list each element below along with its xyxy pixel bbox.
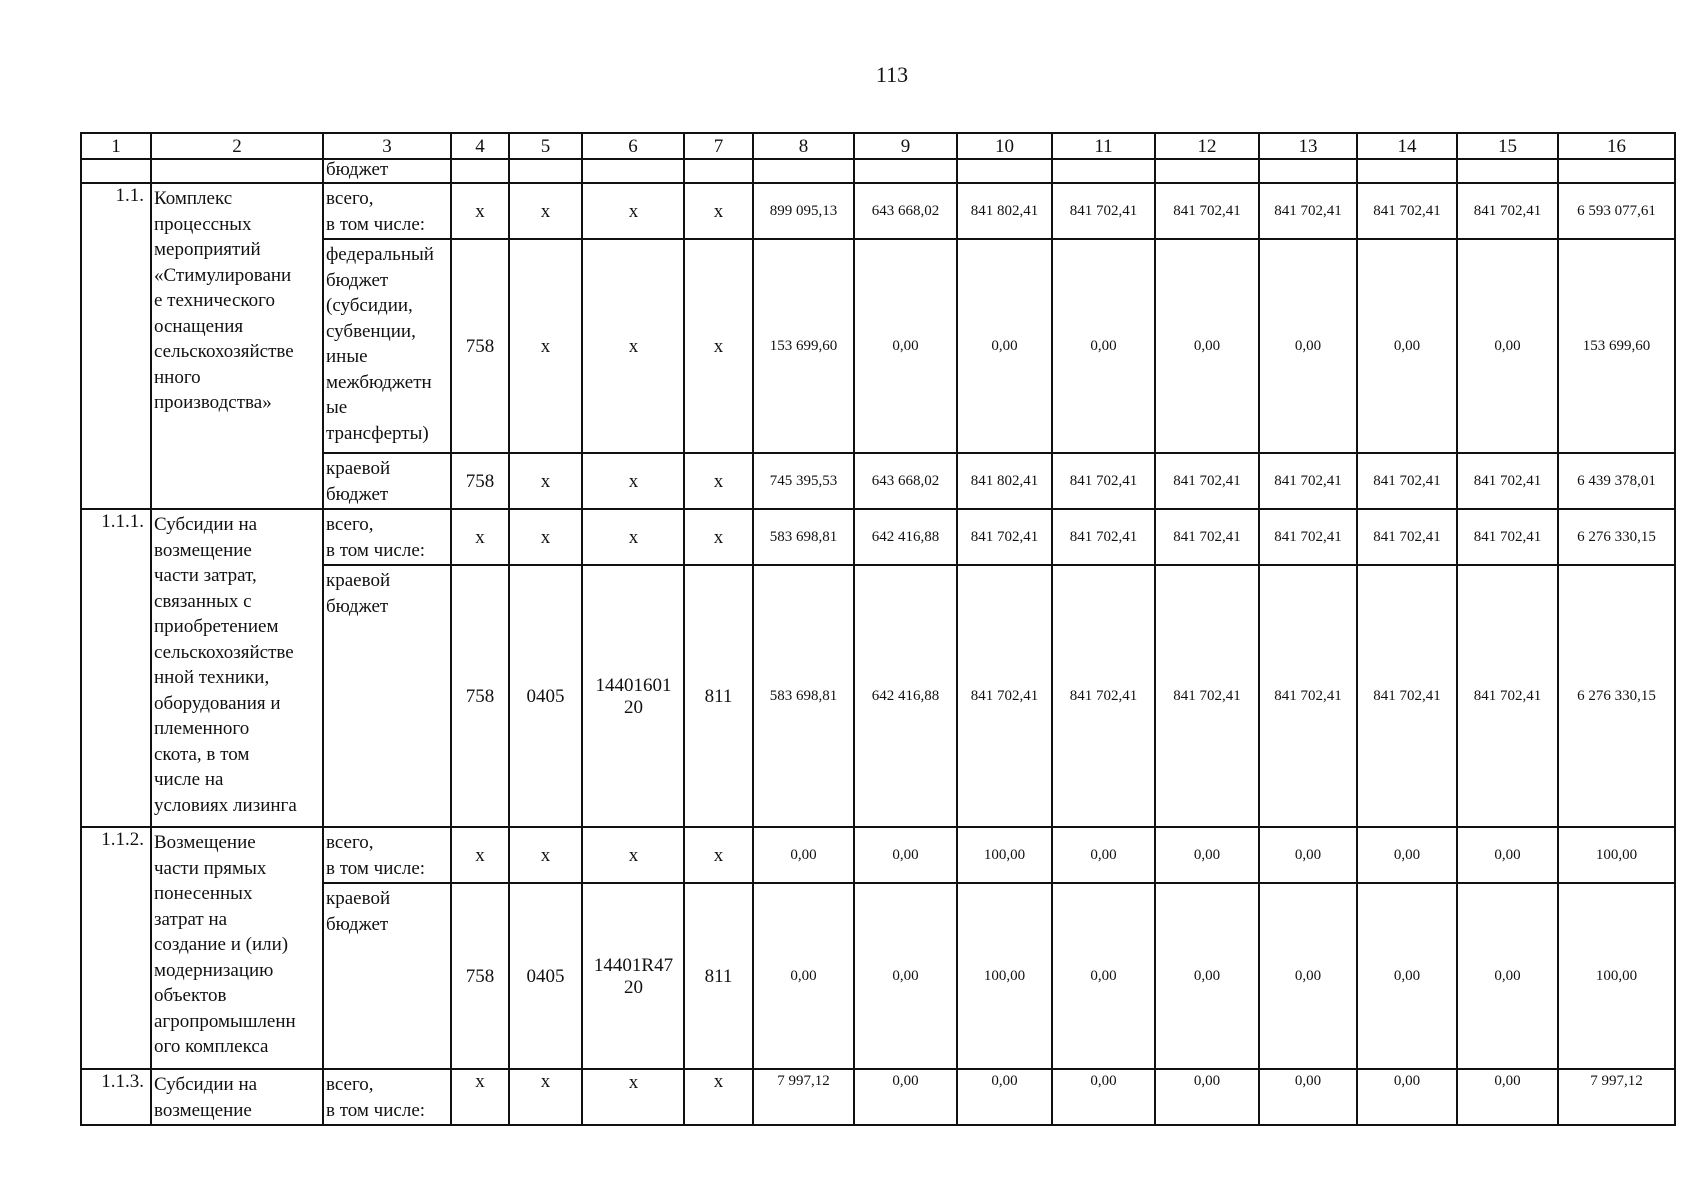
item-index: 1.1.2. [81, 827, 151, 1069]
value-col-15: 0,00 [1457, 239, 1558, 453]
code-col-4: x [451, 183, 509, 239]
value-col-16: 6 439 378,01 [1558, 453, 1675, 509]
value-col-15: 841 702,41 [1457, 565, 1558, 827]
value-col-9: 643 668,02 [854, 183, 957, 239]
value-col-11: 0,00 [1052, 239, 1155, 453]
value-col-10: 0,00 [957, 1069, 1052, 1125]
code-col-6: x [582, 453, 684, 509]
value-col-13: 0,00 [1259, 827, 1357, 883]
code-col-6: x [582, 827, 684, 883]
value-col-14: 841 702,41 [1357, 453, 1457, 509]
value-col-8: 153 699,60 [753, 239, 854, 453]
column-header-2: 2 [151, 133, 323, 159]
value-col-12: 841 702,41 [1155, 453, 1259, 509]
funding-source: краевой бюджет [323, 453, 451, 509]
budget-table [80, 132, 1676, 1126]
code-col-5: x [509, 183, 582, 239]
code-col-4: 758 [451, 565, 509, 827]
column-header-4: 4 [451, 133, 509, 159]
value-col-16: 153 699,60 [1558, 239, 1675, 453]
code-col-7: 811 [684, 883, 753, 1069]
value-col-14: 0,00 [1357, 827, 1457, 883]
value-col-10: 0,00 [957, 239, 1052, 453]
funding-source: всего, в том числе: [323, 509, 451, 565]
code-col-5: 0405 [509, 565, 582, 827]
column-header-13: 13 [1259, 133, 1357, 159]
value-col-9: 0,00 [854, 239, 957, 453]
item-index: 1.1.3. [81, 1069, 151, 1125]
value-col-9: 0,00 [854, 1069, 957, 1125]
column-header-5: 5 [509, 133, 582, 159]
code-col-7: x [684, 1069, 753, 1125]
table-row [81, 1069, 1675, 1125]
code-col-6: 14401R47 20 [582, 883, 684, 1069]
column-header-7: 7 [684, 133, 753, 159]
table-row [81, 827, 1675, 883]
value-col-8: 899 095,13 [753, 183, 854, 239]
column-header-6: 6 [582, 133, 684, 159]
value-col-10: 841 802,41 [957, 453, 1052, 509]
value-col-8: 583 698,81 [753, 565, 854, 827]
value-col-13: 0,00 [1259, 239, 1357, 453]
code-col-7: x [684, 183, 753, 239]
empty-cell [684, 159, 753, 183]
value-col-13: 0,00 [1259, 1069, 1357, 1125]
value-col-15: 841 702,41 [1457, 453, 1558, 509]
value-col-8: 745 395,53 [753, 453, 854, 509]
item-index: 1.1. [81, 183, 151, 509]
empty-cell [1259, 159, 1357, 183]
code-col-4: 758 [451, 883, 509, 1069]
value-col-12: 0,00 [1155, 827, 1259, 883]
empty-cell [1155, 159, 1259, 183]
value-col-15: 0,00 [1457, 1069, 1558, 1125]
value-col-16: 6 593 077,61 [1558, 183, 1675, 239]
value-col-12: 0,00 [1155, 1069, 1259, 1125]
value-col-11: 841 702,41 [1052, 183, 1155, 239]
value-col-11: 841 702,41 [1052, 509, 1155, 565]
code-col-6: x [582, 1069, 684, 1125]
value-col-9: 642 416,88 [854, 509, 957, 565]
value-col-10: 841 802,41 [957, 183, 1052, 239]
value-col-14: 0,00 [1357, 883, 1457, 1069]
code-col-4: x [451, 827, 509, 883]
empty-cell [957, 159, 1052, 183]
column-header-11: 11 [1052, 133, 1155, 159]
column-header-8: 8 [753, 133, 854, 159]
value-col-8: 0,00 [753, 827, 854, 883]
item-name: Субсидии на возмещение части затрат, связанных с приобретением сельскохозяйстве нной техники, оборудования и племенного скота, в том числе на условиях лизинга [151, 509, 323, 827]
empty-cell [1558, 159, 1675, 183]
value-col-12: 841 702,41 [1155, 183, 1259, 239]
value-col-10: 841 702,41 [957, 509, 1052, 565]
code-col-6: x [582, 509, 684, 565]
value-col-13: 841 702,41 [1259, 565, 1357, 827]
column-header-12: 12 [1155, 133, 1259, 159]
value-col-12: 0,00 [1155, 883, 1259, 1069]
header-row [81, 133, 1675, 159]
value-col-14: 0,00 [1357, 1069, 1457, 1125]
continuation-row [81, 159, 1675, 183]
value-col-10: 100,00 [957, 883, 1052, 1069]
value-col-8: 583 698,81 [753, 509, 854, 565]
value-col-14: 841 702,41 [1357, 509, 1457, 565]
code-col-5: x [509, 827, 582, 883]
empty-cell [1357, 159, 1457, 183]
column-header-3: 3 [323, 133, 451, 159]
value-col-15: 841 702,41 [1457, 509, 1558, 565]
empty-cell [753, 159, 854, 183]
value-col-14: 841 702,41 [1357, 565, 1457, 827]
code-col-6: 14401601 20 [582, 565, 684, 827]
table-row [81, 509, 1675, 565]
value-col-10: 841 702,41 [957, 565, 1052, 827]
code-col-7: x [684, 827, 753, 883]
value-col-16: 7 997,12 [1558, 1069, 1675, 1125]
code-col-7: 811 [684, 565, 753, 827]
value-col-13: 841 702,41 [1259, 183, 1357, 239]
value-col-12: 0,00 [1155, 239, 1259, 453]
code-col-7: x [684, 453, 753, 509]
funding-source: федеральный бюджет (субсидии, субвенции, иные межбюджетн ые трансферты) [323, 239, 451, 453]
value-col-11: 0,00 [1052, 827, 1155, 883]
code-col-5: 0405 [509, 883, 582, 1069]
item-name: Субсидии на возмещение [151, 1069, 323, 1125]
value-col-9: 0,00 [854, 827, 957, 883]
item-name: Комплекс процессных мероприятий «Стимулировани е технического оснащения сельскохозяйстве нного производства» [151, 183, 323, 509]
column-header-1: 1 [81, 133, 151, 159]
value-col-8: 0,00 [753, 883, 854, 1069]
value-col-9: 0,00 [854, 883, 957, 1069]
empty-cell [582, 159, 684, 183]
empty-cell [509, 159, 582, 183]
code-col-5: x [509, 453, 582, 509]
value-col-10: 100,00 [957, 827, 1052, 883]
value-col-14: 0,00 [1357, 239, 1457, 453]
column-header-16: 16 [1558, 133, 1675, 159]
empty-cell [81, 159, 151, 183]
code-col-5: x [509, 1069, 582, 1125]
code-col-4: 758 [451, 453, 509, 509]
item-index: 1.1.1. [81, 509, 151, 827]
value-col-16: 6 276 330,15 [1558, 565, 1675, 827]
item-name: Возмещение части прямых понесенных затрат на создание и (или) модернизацию объектов агропромышленн ого комплекса [151, 827, 323, 1069]
empty-cell [451, 159, 509, 183]
code-col-4: x [451, 1069, 509, 1125]
value-col-15: 0,00 [1457, 883, 1558, 1069]
value-col-13: 841 702,41 [1259, 509, 1357, 565]
column-header-14: 14 [1357, 133, 1457, 159]
column-header-15: 15 [1457, 133, 1558, 159]
source-cell: бюджет [323, 159, 451, 183]
empty-cell [1052, 159, 1155, 183]
empty-cell [1457, 159, 1558, 183]
code-col-5: x [509, 239, 582, 453]
value-col-12: 841 702,41 [1155, 565, 1259, 827]
empty-cell [854, 159, 957, 183]
value-col-8: 7 997,12 [753, 1069, 854, 1125]
funding-source: краевой бюджет [323, 883, 451, 1069]
code-col-6: x [582, 183, 684, 239]
code-col-7: x [684, 239, 753, 453]
column-header-10: 10 [957, 133, 1052, 159]
funding-source: краевой бюджет [323, 565, 451, 827]
funding-source: всего, в том числе: [323, 827, 451, 883]
value-col-13: 0,00 [1259, 883, 1357, 1069]
page-number: 113 [875, 62, 909, 87]
code-col-7: x [684, 509, 753, 565]
table-row [81, 183, 1675, 239]
value-col-9: 642 416,88 [854, 565, 957, 827]
code-col-5: x [509, 509, 582, 565]
value-col-9: 643 668,02 [854, 453, 957, 509]
value-col-14: 841 702,41 [1357, 183, 1457, 239]
value-col-16: 6 276 330,15 [1558, 509, 1675, 565]
funding-source: всего, в том числе: [323, 183, 451, 239]
value-col-15: 841 702,41 [1457, 183, 1558, 239]
code-col-4: 758 [451, 239, 509, 453]
value-col-12: 841 702,41 [1155, 509, 1259, 565]
funding-source: всего, в том числе: [323, 1069, 451, 1125]
code-col-4: x [451, 509, 509, 565]
value-col-11: 0,00 [1052, 883, 1155, 1069]
value-col-15: 0,00 [1457, 827, 1558, 883]
value-col-16: 100,00 [1558, 883, 1675, 1069]
value-col-11: 0,00 [1052, 1069, 1155, 1125]
value-col-16: 100,00 [1558, 827, 1675, 883]
empty-cell [151, 159, 323, 183]
value-col-11: 841 702,41 [1052, 565, 1155, 827]
column-header-9: 9 [854, 133, 957, 159]
value-col-13: 841 702,41 [1259, 453, 1357, 509]
code-col-6: x [582, 239, 684, 453]
value-col-11: 841 702,41 [1052, 453, 1155, 509]
